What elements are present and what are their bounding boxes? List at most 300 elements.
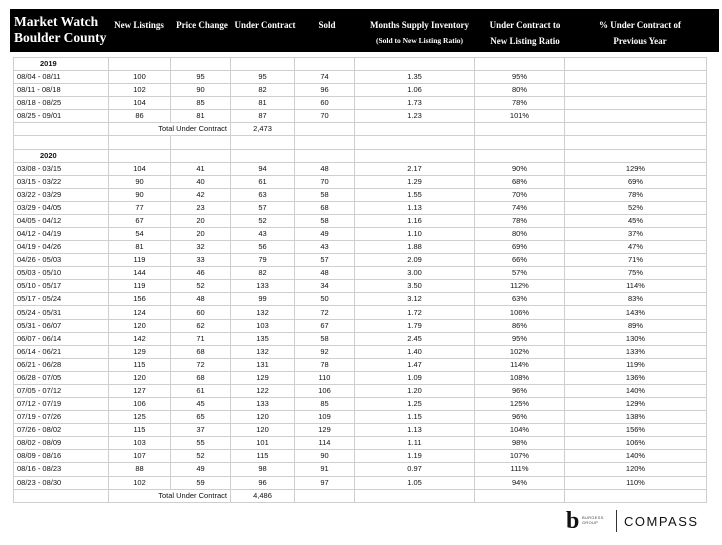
sold-cell: 97 bbox=[295, 476, 355, 489]
new-listings-cell: 124 bbox=[109, 306, 171, 319]
blank-cell bbox=[231, 136, 295, 149]
uc-ratio-cell: 101% bbox=[475, 110, 565, 123]
under-contract-cell: 96 bbox=[231, 476, 295, 489]
week-range-cell: 03/08 - 03/15 bbox=[14, 162, 109, 175]
footer-logos bbox=[566, 507, 706, 535]
sold-cell: 50 bbox=[295, 293, 355, 306]
week-range-cell: 08/04 - 08/11 bbox=[14, 71, 109, 84]
new-listings-cell: 115 bbox=[109, 358, 171, 371]
new-listings-cell: 90 bbox=[109, 188, 171, 201]
sold-cell: 57 bbox=[295, 254, 355, 267]
under-contract-cell: 120 bbox=[231, 424, 295, 437]
new-listings-cell: 107 bbox=[109, 450, 171, 463]
sold-cell: 74 bbox=[295, 71, 355, 84]
under-contract-cell: 122 bbox=[231, 384, 295, 397]
uc-ratio-cell: 104% bbox=[475, 424, 565, 437]
price-change-cell: 90 bbox=[171, 84, 231, 97]
sold-cell: 48 bbox=[295, 267, 355, 280]
week-range-cell: 05/31 - 06/07 bbox=[14, 319, 109, 332]
pct-prev-year-cell: 89% bbox=[565, 319, 707, 332]
week-range-cell: 04/12 - 04/19 bbox=[14, 228, 109, 241]
week-range-cell: 04/26 - 05/03 bbox=[14, 254, 109, 267]
under-contract-cell: 115 bbox=[231, 450, 295, 463]
week-range-cell: 03/15 - 03/22 bbox=[14, 175, 109, 188]
new-listings-cell: 156 bbox=[109, 293, 171, 306]
pct-prev-year-cell: 120% bbox=[565, 463, 707, 476]
blank-cell bbox=[565, 123, 707, 136]
pct-prev-year-cell: 69% bbox=[565, 175, 707, 188]
months-supply-cell: 1.19 bbox=[355, 450, 475, 463]
new-listings-cell: 119 bbox=[109, 254, 171, 267]
sold-cell: 49 bbox=[295, 228, 355, 241]
new-listings-cell: 81 bbox=[109, 241, 171, 254]
uc-ratio-cell: 80% bbox=[475, 228, 565, 241]
pct-prev-year-cell: 156% bbox=[565, 424, 707, 437]
blank-cell bbox=[355, 58, 475, 71]
sold-cell: 58 bbox=[295, 188, 355, 201]
pct-prev-year-cell: 129% bbox=[565, 398, 707, 411]
table-row bbox=[14, 241, 707, 254]
header-under-contract: Under Contract bbox=[234, 20, 296, 30]
sold-cell: 129 bbox=[295, 424, 355, 437]
sold-cell: 90 bbox=[295, 450, 355, 463]
week-range-cell: 03/22 - 03/29 bbox=[14, 188, 109, 201]
sold-cell: 109 bbox=[295, 411, 355, 424]
blank-cell bbox=[14, 136, 109, 149]
price-change-cell: 68 bbox=[171, 371, 231, 384]
total-row bbox=[14, 123, 707, 136]
sold-cell: 70 bbox=[295, 175, 355, 188]
price-change-cell: 49 bbox=[171, 463, 231, 476]
sold-cell: 106 bbox=[295, 384, 355, 397]
blank-cell bbox=[109, 149, 171, 162]
total-value: 2,473 bbox=[231, 123, 295, 136]
title-line-1: Market Watch bbox=[14, 14, 99, 29]
new-listings-cell: 142 bbox=[109, 332, 171, 345]
under-contract-cell: 135 bbox=[231, 332, 295, 345]
table-row bbox=[14, 162, 707, 175]
total-row bbox=[14, 489, 707, 502]
under-contract-cell: 52 bbox=[231, 214, 295, 227]
table-row bbox=[14, 332, 707, 345]
new-listings-cell: 119 bbox=[109, 280, 171, 293]
sold-cell: 114 bbox=[295, 437, 355, 450]
uc-ratio-cell: 114% bbox=[475, 358, 565, 371]
table-row bbox=[14, 97, 707, 110]
pct-prev-year-cell: 75% bbox=[565, 267, 707, 280]
months-supply-cell: 1.73 bbox=[355, 97, 475, 110]
under-contract-cell: 129 bbox=[231, 371, 295, 384]
blank-cell bbox=[109, 136, 171, 149]
pct-prev-year-cell: 140% bbox=[565, 450, 707, 463]
week-range-cell: 07/26 - 08/02 bbox=[14, 424, 109, 437]
header-pct-prev-year bbox=[590, 17, 690, 49]
price-change-cell: 46 bbox=[171, 267, 231, 280]
table-row bbox=[14, 463, 707, 476]
blank-cell bbox=[355, 489, 475, 502]
sold-cell: 68 bbox=[295, 201, 355, 214]
uc-ratio-cell: 112% bbox=[475, 280, 565, 293]
months-supply-cell: 1.05 bbox=[355, 476, 475, 489]
months-supply-cell: 3.12 bbox=[355, 293, 475, 306]
blank-cell bbox=[565, 149, 707, 162]
months-supply-cell: 1.20 bbox=[355, 384, 475, 397]
months-supply-cell: 2.17 bbox=[355, 162, 475, 175]
blank-cell bbox=[171, 149, 231, 162]
blank-cell bbox=[295, 58, 355, 71]
blank-cell bbox=[355, 149, 475, 162]
sold-cell: 60 bbox=[295, 97, 355, 110]
new-listings-cell: 102 bbox=[109, 84, 171, 97]
price-change-cell: 37 bbox=[171, 424, 231, 437]
header-sold: Sold bbox=[318, 20, 336, 30]
months-supply-cell: 1.47 bbox=[355, 358, 475, 371]
pct-prev-year-cell bbox=[565, 110, 707, 123]
new-listings-cell: 104 bbox=[109, 162, 171, 175]
week-range-cell: 04/19 - 04/26 bbox=[14, 241, 109, 254]
pct-prev-year-cell bbox=[565, 71, 707, 84]
new-listings-cell: 54 bbox=[109, 228, 171, 241]
months-supply-cell: 1.29 bbox=[355, 175, 475, 188]
week-range-cell: 07/19 - 07/26 bbox=[14, 411, 109, 424]
new-listings-cell: 104 bbox=[109, 97, 171, 110]
under-contract-cell: 43 bbox=[231, 228, 295, 241]
compass-logo: COMPASS bbox=[624, 514, 699, 529]
year-label: 2020 bbox=[14, 149, 109, 162]
months-supply-cell: 1.88 bbox=[355, 241, 475, 254]
new-listings-cell: 77 bbox=[109, 201, 171, 214]
blank-cell bbox=[355, 123, 475, 136]
uc-ratio-cell: 108% bbox=[475, 371, 565, 384]
months-supply-cell: 0.97 bbox=[355, 463, 475, 476]
sold-cell: 96 bbox=[295, 84, 355, 97]
sold-cell: 72 bbox=[295, 306, 355, 319]
price-change-cell: 60 bbox=[171, 306, 231, 319]
week-range-cell: 05/03 - 05/10 bbox=[14, 267, 109, 280]
table-row bbox=[14, 424, 707, 437]
months-supply-cell: 1.13 bbox=[355, 201, 475, 214]
months-supply-cell: 1.35 bbox=[355, 71, 475, 84]
blank-cell bbox=[475, 149, 565, 162]
price-change-cell: 48 bbox=[171, 293, 231, 306]
uc-ratio-cell: 111% bbox=[475, 463, 565, 476]
uc-ratio-cell: 69% bbox=[475, 241, 565, 254]
pct-prev-year-cell: 133% bbox=[565, 345, 707, 358]
new-listings-cell: 125 bbox=[109, 411, 171, 424]
total-label: Total Under Contract bbox=[109, 489, 231, 502]
week-range-cell: 06/28 - 07/05 bbox=[14, 371, 109, 384]
under-contract-cell: 87 bbox=[231, 110, 295, 123]
table-row bbox=[14, 437, 707, 450]
week-range-cell: 07/12 - 07/19 bbox=[14, 398, 109, 411]
header-months-supply bbox=[362, 17, 477, 49]
months-supply-cell: 3.00 bbox=[355, 267, 475, 280]
pct-prev-year-cell: 136% bbox=[565, 371, 707, 384]
price-change-cell: 65 bbox=[171, 411, 231, 424]
table-row bbox=[14, 201, 707, 214]
months-supply-cell: 1.79 bbox=[355, 319, 475, 332]
months-supply-cell: 1.23 bbox=[355, 110, 475, 123]
under-contract-cell: 82 bbox=[231, 267, 295, 280]
blank-cell bbox=[295, 149, 355, 162]
blank-cell bbox=[109, 58, 171, 71]
week-range-cell: 08/23 - 08/30 bbox=[14, 476, 109, 489]
table-row bbox=[14, 228, 707, 241]
under-contract-cell: 133 bbox=[231, 280, 295, 293]
price-change-cell: 68 bbox=[171, 345, 231, 358]
under-contract-cell: 57 bbox=[231, 201, 295, 214]
uc-ratio-cell: 125% bbox=[475, 398, 565, 411]
price-change-cell: 72 bbox=[171, 358, 231, 371]
uc-ratio-cell: 107% bbox=[475, 450, 565, 463]
under-contract-cell: 94 bbox=[231, 162, 295, 175]
blank-cell bbox=[475, 58, 565, 71]
page-title bbox=[14, 14, 106, 46]
burgess-group-logo: b bbox=[566, 508, 580, 534]
under-contract-cell: 132 bbox=[231, 345, 295, 358]
blank-cell bbox=[231, 58, 295, 71]
header-new-listings: New Listings bbox=[114, 20, 164, 30]
price-change-cell: 62 bbox=[171, 319, 231, 332]
uc-ratio-cell: 90% bbox=[475, 162, 565, 175]
uc-ratio-cell: 95% bbox=[475, 332, 565, 345]
new-listings-cell: 86 bbox=[109, 110, 171, 123]
months-supply-cell: 2.45 bbox=[355, 332, 475, 345]
months-supply-cell: 1.16 bbox=[355, 214, 475, 227]
week-range-cell: 08/09 - 08/16 bbox=[14, 450, 109, 463]
under-contract-cell: 79 bbox=[231, 254, 295, 267]
table-row bbox=[14, 384, 707, 397]
uc-ratio-cell: 78% bbox=[475, 97, 565, 110]
table-row bbox=[14, 319, 707, 332]
week-range-cell: 08/11 - 08/18 bbox=[14, 84, 109, 97]
pct-prev-year-cell: 71% bbox=[565, 254, 707, 267]
week-range-cell: 06/07 - 06/14 bbox=[14, 332, 109, 345]
new-listings-cell: 88 bbox=[109, 463, 171, 476]
year-label-row bbox=[14, 58, 707, 71]
blank-cell bbox=[565, 489, 707, 502]
uc-ratio-cell: 66% bbox=[475, 254, 565, 267]
price-change-cell: 23 bbox=[171, 201, 231, 214]
new-listings-cell: 102 bbox=[109, 476, 171, 489]
under-contract-cell: 133 bbox=[231, 398, 295, 411]
sold-cell: 110 bbox=[295, 371, 355, 384]
week-range-cell: 06/21 - 06/28 bbox=[14, 358, 109, 371]
under-contract-cell: 103 bbox=[231, 319, 295, 332]
sold-cell: 43 bbox=[295, 241, 355, 254]
pct-prev-year-cell bbox=[565, 97, 707, 110]
under-contract-cell: 131 bbox=[231, 358, 295, 371]
year-label: 2019 bbox=[14, 58, 109, 71]
header-months-supply-label: Months Supply Inventory bbox=[369, 20, 470, 30]
blank-cell bbox=[295, 136, 355, 149]
table-row bbox=[14, 411, 707, 424]
table-row bbox=[14, 280, 707, 293]
blank-cell bbox=[475, 123, 565, 136]
uc-ratio-cell: 70% bbox=[475, 188, 565, 201]
sold-cell: 67 bbox=[295, 319, 355, 332]
under-contract-cell: 82 bbox=[231, 84, 295, 97]
uc-ratio-cell: 57% bbox=[475, 267, 565, 280]
price-change-cell: 52 bbox=[171, 450, 231, 463]
table-row bbox=[14, 358, 707, 371]
spacer-row bbox=[14, 136, 707, 149]
sold-cell: 48 bbox=[295, 162, 355, 175]
price-change-cell: 45 bbox=[171, 398, 231, 411]
pct-prev-year-cell: 47% bbox=[565, 241, 707, 254]
months-supply-cell: 1.55 bbox=[355, 188, 475, 201]
months-supply-cell: 1.25 bbox=[355, 398, 475, 411]
uc-ratio-cell: 63% bbox=[475, 293, 565, 306]
title-line-2: Boulder County bbox=[14, 30, 107, 45]
burgess-text-line-2: GROUP bbox=[582, 520, 599, 525]
uc-ratio-cell: 74% bbox=[475, 201, 565, 214]
under-contract-cell: 95 bbox=[231, 71, 295, 84]
new-listings-cell: 144 bbox=[109, 267, 171, 280]
table-row bbox=[14, 214, 707, 227]
table-row bbox=[14, 110, 707, 123]
uc-ratio-cell: 94% bbox=[475, 476, 565, 489]
pct-prev-year-cell: 140% bbox=[565, 384, 707, 397]
under-contract-cell: 120 bbox=[231, 411, 295, 424]
pct-prev-year-cell: 45% bbox=[565, 214, 707, 227]
new-listings-cell: 129 bbox=[109, 345, 171, 358]
price-change-cell: 61 bbox=[171, 384, 231, 397]
pct-prev-year-cell: 143% bbox=[565, 306, 707, 319]
logo-divider bbox=[616, 510, 617, 532]
new-listings-cell: 120 bbox=[109, 319, 171, 332]
under-contract-cell: 63 bbox=[231, 188, 295, 201]
week-range-cell: 05/24 - 05/31 bbox=[14, 306, 109, 319]
burgess-group-text bbox=[582, 515, 604, 525]
blank-cell bbox=[171, 58, 231, 71]
under-contract-cell: 81 bbox=[231, 97, 295, 110]
new-listings-cell: 103 bbox=[109, 437, 171, 450]
pct-prev-year-cell: 138% bbox=[565, 411, 707, 424]
blank-cell bbox=[231, 149, 295, 162]
pct-prev-year-cell: 119% bbox=[565, 358, 707, 371]
total-value: 4,486 bbox=[231, 489, 295, 502]
months-supply-cell: 1.06 bbox=[355, 84, 475, 97]
table-row bbox=[14, 71, 707, 84]
uc-ratio-cell: 68% bbox=[475, 175, 565, 188]
sold-cell: 58 bbox=[295, 214, 355, 227]
market-watch-table bbox=[13, 57, 707, 503]
months-supply-cell: 1.72 bbox=[355, 306, 475, 319]
uc-ratio-cell: 98% bbox=[475, 437, 565, 450]
pct-prev-year-cell bbox=[565, 84, 707, 97]
week-range-cell: 05/10 - 05/17 bbox=[14, 280, 109, 293]
burgess-text-line-1: BURGESS bbox=[582, 515, 604, 520]
under-contract-cell: 98 bbox=[231, 463, 295, 476]
uc-ratio-cell: 95% bbox=[475, 71, 565, 84]
months-supply-cell: 1.15 bbox=[355, 411, 475, 424]
new-listings-cell: 127 bbox=[109, 384, 171, 397]
pct-prev-year-cell: 129% bbox=[565, 162, 707, 175]
months-supply-cell: 1.40 bbox=[355, 345, 475, 358]
new-listings-cell: 115 bbox=[109, 424, 171, 437]
sold-cell: 91 bbox=[295, 463, 355, 476]
uc-ratio-cell: 96% bbox=[475, 384, 565, 397]
uc-ratio-cell: 78% bbox=[475, 214, 565, 227]
new-listings-cell: 120 bbox=[109, 371, 171, 384]
price-change-cell: 42 bbox=[171, 188, 231, 201]
header-months-supply-sub: (Sold to New Listing Ratio) bbox=[375, 36, 464, 45]
uc-ratio-cell: 80% bbox=[475, 84, 565, 97]
new-listings-cell: 67 bbox=[109, 214, 171, 227]
price-change-cell: 85 bbox=[171, 97, 231, 110]
sold-cell: 78 bbox=[295, 358, 355, 371]
header-pct-prev-line-2: Previous Year bbox=[613, 36, 667, 46]
uc-ratio-cell: 102% bbox=[475, 345, 565, 358]
blank-cell bbox=[295, 489, 355, 502]
blank-cell bbox=[295, 123, 355, 136]
sold-cell: 58 bbox=[295, 332, 355, 345]
months-supply-cell: 3.50 bbox=[355, 280, 475, 293]
blank-cell bbox=[14, 123, 109, 136]
new-listings-cell: 100 bbox=[109, 71, 171, 84]
under-contract-cell: 56 bbox=[231, 241, 295, 254]
pct-prev-year-cell: 114% bbox=[565, 280, 707, 293]
week-range-cell: 05/17 - 05/24 bbox=[14, 293, 109, 306]
table-row bbox=[14, 450, 707, 463]
table-row bbox=[14, 188, 707, 201]
header-uc-ratio bbox=[480, 17, 570, 49]
months-supply-cell: 1.13 bbox=[355, 424, 475, 437]
blank-cell bbox=[355, 136, 475, 149]
price-change-cell: 95 bbox=[171, 71, 231, 84]
new-listings-cell: 90 bbox=[109, 175, 171, 188]
week-range-cell: 04/05 - 04/12 bbox=[14, 214, 109, 227]
sold-cell: 85 bbox=[295, 398, 355, 411]
price-change-cell: 40 bbox=[171, 175, 231, 188]
week-range-cell: 08/16 - 08/23 bbox=[14, 463, 109, 476]
total-label: Total Under Contract bbox=[109, 123, 231, 136]
months-supply-cell: 1.09 bbox=[355, 371, 475, 384]
under-contract-cell: 132 bbox=[231, 306, 295, 319]
table-row bbox=[14, 84, 707, 97]
blank-cell bbox=[171, 136, 231, 149]
table-row bbox=[14, 371, 707, 384]
price-change-cell: 55 bbox=[171, 437, 231, 450]
table-row bbox=[14, 306, 707, 319]
pct-prev-year-cell: 83% bbox=[565, 293, 707, 306]
table-header bbox=[10, 9, 719, 52]
price-change-cell: 20 bbox=[171, 214, 231, 227]
blank-cell bbox=[565, 136, 707, 149]
pct-prev-year-cell: 130% bbox=[565, 332, 707, 345]
pct-prev-year-cell: 78% bbox=[565, 188, 707, 201]
new-listings-cell: 106 bbox=[109, 398, 171, 411]
header-pct-prev-line-1: % Under Contract of bbox=[598, 20, 682, 30]
price-change-cell: 32 bbox=[171, 241, 231, 254]
under-contract-cell: 101 bbox=[231, 437, 295, 450]
week-range-cell: 08/18 - 08/25 bbox=[14, 97, 109, 110]
blank-cell bbox=[475, 489, 565, 502]
week-range-cell: 03/29 - 04/05 bbox=[14, 201, 109, 214]
year-label-row bbox=[14, 149, 707, 162]
sold-cell: 92 bbox=[295, 345, 355, 358]
pct-prev-year-cell: 110% bbox=[565, 476, 707, 489]
table-row bbox=[14, 476, 707, 489]
price-change-cell: 71 bbox=[171, 332, 231, 345]
table-row bbox=[14, 398, 707, 411]
price-change-cell: 59 bbox=[171, 476, 231, 489]
blank-cell bbox=[565, 58, 707, 71]
price-change-cell: 41 bbox=[171, 162, 231, 175]
months-supply-cell: 1.11 bbox=[355, 437, 475, 450]
uc-ratio-cell: 96% bbox=[475, 411, 565, 424]
